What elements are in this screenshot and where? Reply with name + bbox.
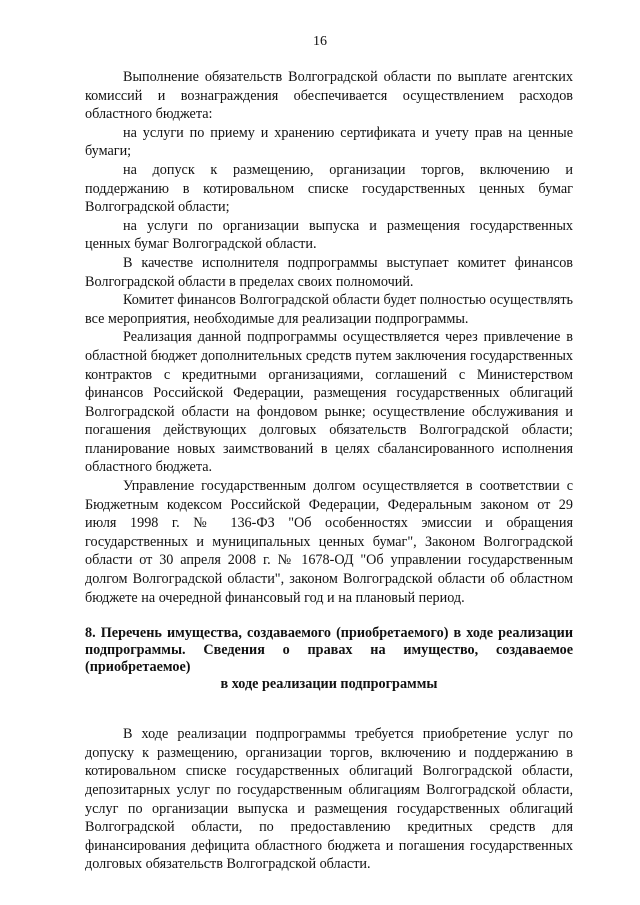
paragraph: на допуск к размещению, организации торгов, включению и поддержанию в котировальном списке государственных ценных бумаг Волгоградской области; <box>85 161 573 216</box>
section-heading-line: в ходе реализации подпрограммы <box>220 676 438 693</box>
paragraph: Комитет финансов Волгоградской области будет полностью осуществлять все мероприятия, необходимые для реализации подпрограммы. <box>85 292 573 327</box>
paragraph: Выполнение обязательств Волгоградской области по выплате агентских комиссий и вознаграждения обеспечивается осуществлением расходов областного бюджета: <box>85 69 573 123</box>
section-heading-line: 8. Перечень имущества, создаваемого (приобретаемого) в ходе реализации <box>85 625 573 642</box>
spacer <box>85 607 573 625</box>
paragraph: В ходе реализации подпрограммы требуется приобретение услуг по допуску к размещению, организации торгов, включению и поддержанию в котировальном списке государственных облигаций Волгоградской области, депозитарных услуг по государственным облигациям Волгоградской области, услуг по организации выпуска и размещения государственных облигаций Волгоградской области, по предоставлению кредитных средств для финансирования дефицита областного бюджета и погашения государственных долговых обязательств Волгоградской области. <box>85 726 573 873</box>
document-body <box>85 68 573 874</box>
section-heading <box>85 625 573 693</box>
section-heading-line: подпрограммы. Сведения о правах на имущество, создаваемое (приобретаемое) <box>85 642 573 676</box>
paragraph: В качестве исполнителя подпрограммы выступает комитет финансов Волгоградской области в пределах своих полномочий. <box>85 254 573 290</box>
paragraph: на услуги по приему и хранению сертификата и учету прав на ценные бумаги; <box>85 124 573 160</box>
spacer <box>85 693 573 725</box>
paragraph: Управление государственным долгом осуществляется в соответствии с Бюджетным кодексом Российской Федерации, Федеральным законом от 29 июля 1998 г. № 136-ФЗ "Об особенностях эмиссии и обращения государственных и муниципальных ценных бумаг", Законом Волгоградской области от 30 апреля 2008 г. № 1678-ОД "Об управлении государственным долгом Волгоградской области", законом Волгоградской области об областном бюджете на очередной финансовый год и на плановый период. <box>85 478 573 606</box>
page-number: 16 <box>313 34 327 49</box>
paragraph: Реализация данной подпрограммы осуществляется через привлечение в областной бюджет дополнительных средств путем заключения государственных контрактов с кредитными организациями, соглашений с Министерством финансов Российской Федерации, размещения государственных облигаций Волгоградской области на фондовом рынке; осуществление обслуживания и погашения действующих долговых обязательств Волгоградской области; планирование новых заимствований в целях сбалансированного исполнения областного бюджета. <box>85 329 573 476</box>
paragraph: на услуги по организации выпуска и размещения государственных ценных бумаг Волгоградской области. <box>85 217 573 253</box>
